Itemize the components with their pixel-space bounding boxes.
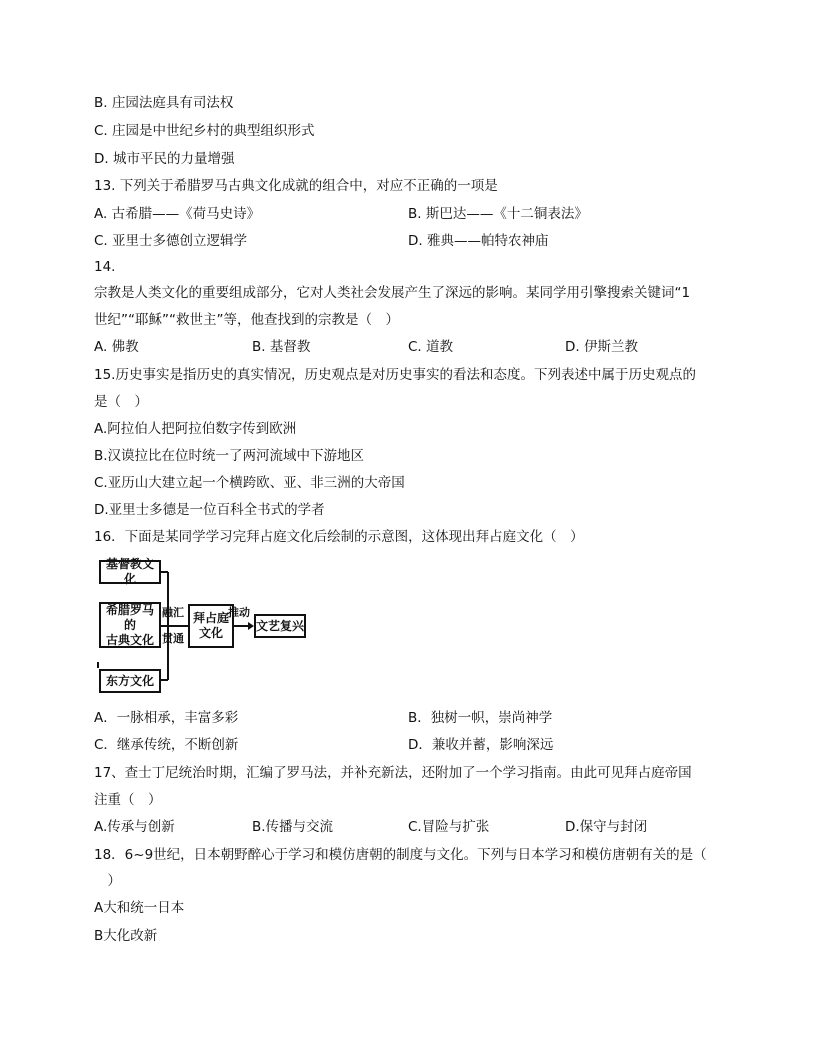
box-greco-roman-line2: 古典文化	[105, 632, 154, 647]
q15-option-d: D.亚里士多德是一位百科全书式的学者	[94, 502, 325, 518]
q14-option-a: A. 佛教	[94, 339, 139, 355]
q15-option-b: B.汉谟拉比在位时统一了两河流域中下游地区	[94, 448, 365, 464]
label-integration: 贯通	[162, 632, 184, 645]
q15-stem-line2: 是（ ）	[94, 394, 148, 410]
box-renaissance: 文艺复兴	[254, 614, 306, 638]
q16-option-c: C．继承传统，不断创新	[94, 737, 239, 753]
q13-option-c: C. 亚里士多德创立逻辑学	[94, 233, 248, 249]
q14-option-c: C. 道教	[408, 339, 454, 355]
q16-option-d: D．兼收并蓄，影响深远	[408, 737, 554, 753]
box-eastern-culture: 东方文化	[99, 669, 161, 693]
q17-option-c: C.冒险与扩张	[408, 819, 490, 835]
q17-stem-line2: 注重（ ）	[94, 792, 162, 808]
label-fusion: 融汇	[162, 606, 184, 619]
q18-option-a: A大和统一日本	[94, 900, 185, 916]
q15-option-c: C.亚历山大建立起一个横跨欧、亚、非三洲的大帝国	[94, 475, 405, 491]
q18-option-b: B大化改新	[94, 928, 158, 944]
box-christian-culture: 基督教文化	[99, 560, 161, 584]
q14-option-b: B. 基督教	[252, 339, 311, 355]
box-byzantine-line1: 拜占庭	[192, 611, 229, 625]
q17-option-b: B.传播与交流	[252, 819, 334, 835]
box-greco-roman-line1: 希腊罗马的	[105, 602, 154, 632]
q13-option-a: A. 古希腊——《荷马史诗》	[94, 206, 261, 222]
q13-option-d: D. 雅典——帕特农神庙	[408, 233, 549, 249]
q18-stem-line2: ）	[94, 873, 121, 889]
byzantine-culture-diagram	[96, 556, 306, 696]
q13-stem: 13. 下列关于希腊罗马古典文化成就的组合中，对应不正确的一项是	[94, 178, 498, 194]
q14-stem-line2: 世纪”“耶稣”“救世主”等，他查找到的宗教是（ ）	[94, 312, 399, 328]
q17-option-d: D.保守与封闭	[565, 819, 648, 835]
q16-option-b: B．独树一帜，崇尚神学	[408, 710, 553, 726]
q16-stem: 16．下面是某同学学习完拜占庭文化后绘制的示意图，这体现出拜占庭文化（ ）	[94, 529, 584, 545]
label-promote: 推动	[228, 606, 250, 619]
q17-stem-line1: 17、查士丁尼统治时期，汇编了罗马法，并补充新法，还附加了一个学习指南。由此可见拜占庭帝国	[94, 765, 692, 781]
q15-option-a: A.阿拉伯人把阿拉伯数字传到欧洲	[94, 421, 297, 437]
q14-number: 14.	[94, 259, 116, 275]
box-byzantine-line2: 文化	[198, 626, 223, 640]
q17-option-a: A.传承与创新	[94, 819, 175, 835]
q16-option-a: A．一脉相承，丰富多彩	[94, 710, 239, 726]
q14-stem-line1: 宗教是人类文化的重要组成部分，它对人类社会发展产生了深远的影响。某同学用引擎搜索关键词“1	[94, 285, 691, 301]
q14-option-d: D. 伊斯兰教	[565, 339, 638, 355]
q13-option-b: B. 斯巴达——《十二铜表法》	[408, 206, 588, 222]
q18-stem-line1: 18．6~9世纪，日本朝野醉心于学习和模仿唐朝的制度与文化。下列与日本学习和模仿唐朝有关的是（	[94, 847, 707, 863]
q12-option-b: B. 庄园法庭具有司法权	[94, 95, 234, 111]
q12-option-d: D. 城市平民的力量增强	[94, 151, 235, 167]
q15-stem-line1: 15.历史事实是指历史的真实情况，历史观点是对历史事实的看法和态度。下列表述中属于历史观点的	[94, 367, 696, 383]
box-greco-roman-culture	[99, 602, 161, 648]
q12-option-c: C. 庄园是中世纪乡村的典型组织形式	[94, 123, 315, 139]
